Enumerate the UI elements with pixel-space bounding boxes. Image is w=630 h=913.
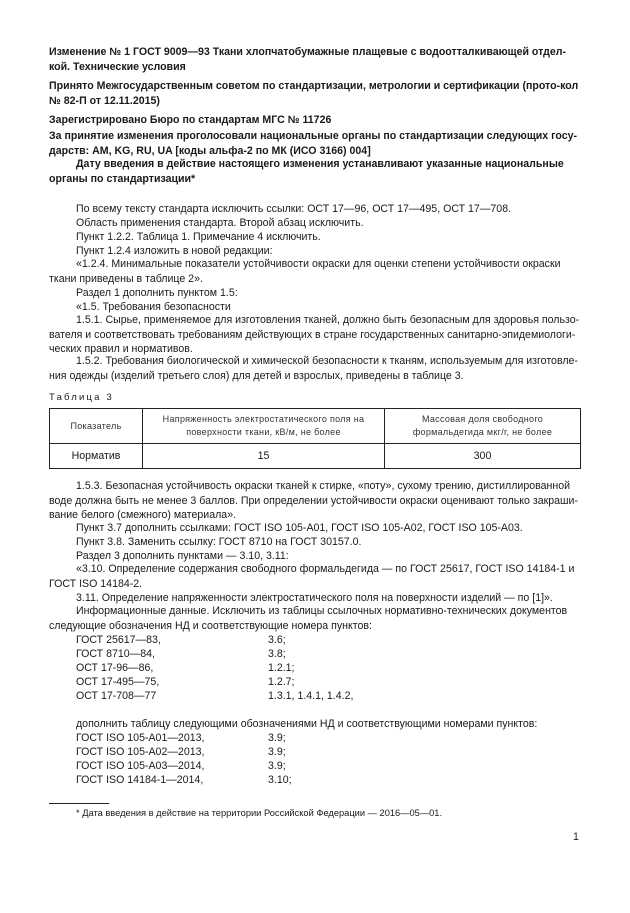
- paragraph-3-10: «3.10. Определение содержания свободного формальдегида — по ГОСТ 25617, ГОСТ ISO 14184-1 и ГОСТ ISO 14184-2.: [49, 563, 575, 590]
- page-number: 1: [573, 831, 579, 843]
- section-1-5-title: «1.5. Требования безопасности: [76, 301, 231, 313]
- adopted-by: Принято Межгосударственным советом по стандартизации, метрологии и сертификации (прото-кол № 82-П от 12.11.2015): [49, 80, 579, 107]
- section-3-add: Раздел 3 дополнить пунктами — 3.10, 3.11:: [76, 550, 289, 562]
- table-cell: Норматив: [50, 444, 143, 469]
- removed-ref-doc: ОСТ 17-495—75,: [76, 676, 160, 688]
- added-ref-doc: ГОСТ ISO 105-A01—2013,: [76, 732, 205, 744]
- footnote: * Дата введения в действие на территории Российской Федерации — 2016—05—01.: [76, 808, 443, 818]
- table-header-cell: Напряженность электростатического поля на поверхности ткани, кВ/м, не более: [143, 409, 385, 444]
- body-line: По всему тексту стандарта исключить ссылки: ОСТ 17—96, ОСТ 17—495, ОСТ 17—708.: [76, 203, 512, 215]
- added-ref-doc: ГОСТ ISO 105-A02—2013,: [76, 746, 205, 758]
- point-3-11: 3.11. Определение напряженности электростатического поля на поверхности изделий — по [1]».: [76, 592, 553, 604]
- paragraph-1-5-1: 1.5.1. Сырье, применяемое для изготовления тканей, должно быть безопасным для здоровья пользо-вателя и соответствовать требованиям действующих в стране государственных санитарно-эпидемиологи-ческих правил и нормативов.: [49, 314, 580, 355]
- added-ref-items: 3.9;: [268, 760, 286, 772]
- table-row: [50, 444, 581, 469]
- added-ref-items: 3.10;: [268, 774, 292, 786]
- added-ref-items: 3.9;: [268, 732, 286, 744]
- paragraph-1-5-3: 1.5.3. Безопасная устойчивость окраски тканей к стирке, «поту», сухому трению, дистиллированной воде должна быть не менее 3 баллов. При определении устойчивости окраски оценивают только закраши-вание белого (смежного) материала».: [49, 480, 578, 521]
- removed-ref-doc: ГОСТ 25617—83,: [76, 634, 161, 646]
- paragraph-1-2-4: «1.2.4. Минимальные показатели устойчивости окраски для оценки степени устойчивости окраски ткани приведены в таблице 2».: [49, 258, 561, 285]
- removed-ref-items: 1.2.7;: [268, 676, 295, 688]
- voted-for: За принятие изменения проголосовали национальные органы по стандартизации следующих госу-дарств: AM, KG, RU, UA [коды альфа-2 по МК (ИСО 3166) 004]: [49, 130, 578, 157]
- removed-ref-doc: ГОСТ 8710—84,: [76, 648, 155, 660]
- removed-ref-items: 3.6;: [268, 634, 286, 646]
- add-intro: дополнить таблицу следующими обозначениями НД и соответствующими номерами пунктов:: [76, 718, 538, 730]
- added-ref-doc: ГОСТ ISO 105-A03—2014,: [76, 760, 205, 772]
- body-line: Пункт 1.2.4 изложить в новой редакции:: [76, 245, 273, 257]
- table-cell: 300: [385, 444, 581, 469]
- body-line: Пункт 1.2.2. Таблица 1. Примечание 4 исключить.: [76, 231, 321, 243]
- added-ref-doc: ГОСТ ISO 14184-1—2014,: [76, 774, 204, 786]
- paragraph-1-5-2: 1.5.2. Требования биологической и химической безопасности к тканям, используемым для изготовле-ния одежды (изделий третьего слоя) для детей и взрослых, приведены в таблице 3.: [49, 355, 578, 382]
- footnote-divider: [49, 803, 109, 804]
- point-3-7: Пункт 3.7 дополнить ссылками: ГОСТ ISO 105-A01, ГОСТ ISO 105-A02, ГОСТ ISO 105-A03.: [76, 522, 523, 534]
- body-line: Область применения стандарта. Второй абзац исключить.: [76, 217, 364, 229]
- removed-ref-items: 1.2.1;: [268, 662, 295, 674]
- table-header-row: [50, 409, 581, 444]
- removed-ref-doc: ОСТ 17-708—77: [76, 690, 157, 702]
- removed-ref-doc: ОСТ 17-96—86,: [76, 662, 154, 674]
- point-3-8: Пункт 3.8. Заменить ссылку: ГОСТ 8710 на ГОСТ 30157.0.: [76, 536, 362, 548]
- table-3: [49, 408, 581, 469]
- table-cell: 15: [143, 444, 385, 469]
- removed-ref-items: 3.8;: [268, 648, 286, 660]
- section-1-5-add: Раздел 1 дополнить пунктом 1.5:: [76, 287, 238, 299]
- removed-ref-items: 1.3.1, 1.4.1, 1.4.2,: [268, 690, 354, 702]
- added-ref-items: 3.9;: [268, 746, 286, 758]
- amendment-title: Изменение № 1 ГОСТ 9009—93 Ткани хлопчатобумажные плащевые с водоотталкивающей отдел-кой. Технические условия: [49, 46, 567, 73]
- info-paragraph: Информационные данные. Исключить из таблицы ссылочных нормативно-технических документов следующие обозначения НД и соответствующие номера пунктов:: [49, 605, 568, 632]
- registered-by: Зарегистрировано Бюро по стандартам МГС № 11726: [49, 114, 332, 126]
- table-header-cell: Массовая доля свободного формальдегида мкг/г, не более: [385, 409, 581, 444]
- table-header-cell: Показатель: [50, 409, 143, 444]
- effective-date: Дату введения в действие настоящего изменения устанавливают указанные национальные органы по стандартизации*: [49, 158, 564, 185]
- table-caption: Таблица 3: [49, 392, 114, 403]
